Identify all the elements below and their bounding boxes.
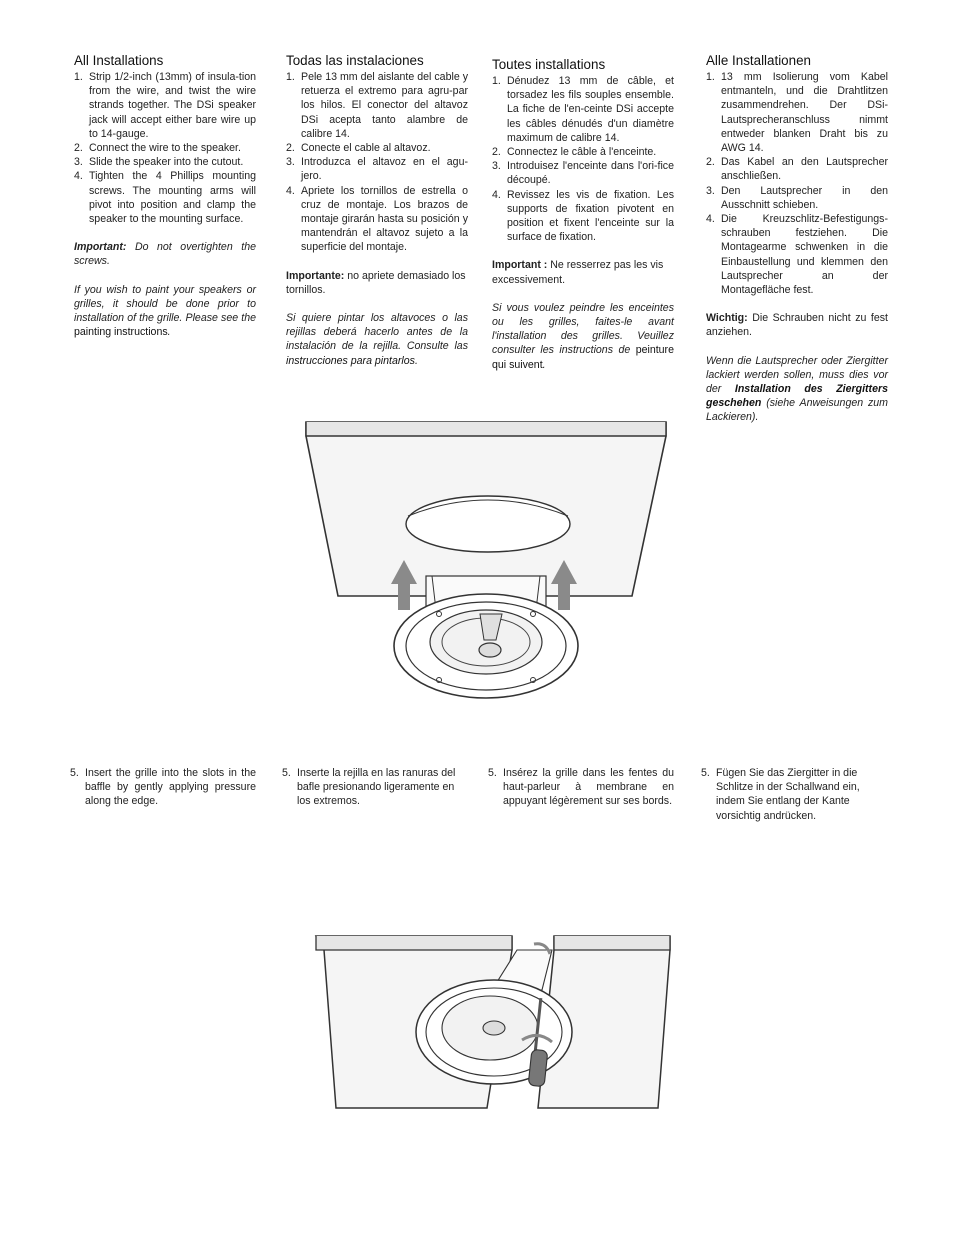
column-title: Todas las instalaciones xyxy=(286,53,424,68)
paint-note: Si quiere pintar los altavoces o las rejillas deberá hacerlo antes de la instalación de la rejilla. Consulte las instrucciones para pintarlos. xyxy=(286,312,468,367)
steps-list xyxy=(74,70,256,226)
list-item: 2. Connect the wire to the speaker. xyxy=(74,142,241,155)
list-item: 2. Das Kabel an den Lautsprecher anschließen. xyxy=(706,156,888,183)
step5-french: 5. Insérez la grille dans les fentes du haut-parleur à membrane en appuyant légèrement sur ses bords. xyxy=(488,767,674,808)
list-item: 2. Conecte el cable al altavoz. xyxy=(286,142,431,155)
steps-list xyxy=(492,74,674,244)
important-note: Importante: no apriete demasiado los tornillos. xyxy=(286,269,466,296)
step5-german: 5. Fügen Sie das Ziergitter in die Schlitze in der Schallwand ein, indem Sie entlang der Kante vorsichtig andrücken. xyxy=(701,767,860,822)
important-note: Wichtig: Die Schrauben nicht zu fest anziehen. xyxy=(706,312,888,339)
list-item: 2. Connectez le câble à l'enceinte. xyxy=(492,146,657,159)
column-title: All Installations xyxy=(74,53,164,68)
step5-english: 5. Insert the grille into the slots in the baffle by gently applying pressure along the edge. xyxy=(70,767,256,808)
list-item: 1. Pele 13 mm del aislante del cable y retuerza el extremo para agru-par los hilos. El conector del altavoz DSi acepta tanto alambre de calibre 14. xyxy=(286,71,468,140)
speaker-insert-illustration xyxy=(296,414,676,714)
list-item: 1. 13 mm Isolierung vom Kabel entmanteln, und die Drahtlitzen zusammendrehen. Der DSi-Lautsprecheranschluss nimmt entweder blanken Draht bis zu AWG 14. xyxy=(706,71,888,155)
step5-spanish: 5. Inserte la rejilla en las ranuras del bafle presionando ligeramente en los extremos. xyxy=(282,767,456,808)
steps-list xyxy=(286,70,468,255)
list-item: 4. Revissez les vis de fixation. Les supports de fixation pivotent en position et fixent l'enceinte sur la surface de fixation. xyxy=(492,188,674,244)
column-title: Toutes installations xyxy=(492,57,606,72)
steps-list xyxy=(706,70,888,297)
list-item: 4. Tighten the 4 Phillips mounting screws. The mounting arms will pivot into position and clamp the speaker to the mounting surface. xyxy=(74,170,256,226)
list-item: 3. Introduisez l'enceinte dans l'ori-fice découpé. xyxy=(492,160,674,187)
screw-tighten-illustration xyxy=(312,930,674,1130)
painting-instructions-link[interactable]: instrucciones para pintarlos xyxy=(286,354,415,367)
list-item: 1. Dénudez 13 mm de câble, et torsadez les fils souples ensemble. La fiche de l'en-ceinte DSi accepte les câbles dénudés d'un diamètre maximum de calibre 14. xyxy=(492,75,674,144)
column-german xyxy=(706,52,888,425)
tweeter xyxy=(479,643,501,657)
screwdriver-icon xyxy=(528,1049,548,1086)
column-spanish xyxy=(286,52,468,368)
paint-note: If you wish to paint your speakers or grilles, it should be done prior to installation of the grille. Please see the painting instructions. xyxy=(74,283,256,339)
painting-instructions-link[interactable]: painting instructions xyxy=(74,326,168,339)
column-french xyxy=(492,56,674,372)
painting-instructions-link[interactable]: peinture qui suivent xyxy=(492,344,674,371)
paint-note: Si vous voulez peindre les enceintes ou les grilles, faites-le avant l'installation des grilles. Veuillez consulter les instructions de peinture qui suivent. xyxy=(492,301,674,371)
tweeter xyxy=(483,1021,505,1035)
list-item: 4. Die Kreuzschlitz-Befestigungs-schrauben festziehen. Die Montagearme schwenken in die Einbaustellung und klemmen den Lautsprecher an der Montagefläche fest. xyxy=(706,213,888,297)
important-note: Important : Ne resserrez pas les vis excessivement. xyxy=(492,259,664,286)
list-item: 3. Introduzca el altavoz en el agu-jero. xyxy=(286,156,468,183)
column-title: Alle Installationen xyxy=(706,53,811,68)
list-item: 4. Apriete los tornillos de estrella o cruz de montaje. Los brazos de montaje girarán hasta su posición y mantendrán el altavoz sujeto a la superficie del montaje. xyxy=(286,184,468,254)
cutout-hole xyxy=(406,496,570,552)
important-note: Important: Do not overtighten the screws. xyxy=(74,241,256,268)
paint-note: Wenn die Lautsprecher oder Ziergitter lackiert werden sollen, muss dies vor der Installation des Ziergitters geschehen (siehe Anweisungen zum Lackieren). xyxy=(706,354,888,424)
column-english xyxy=(74,52,256,339)
list-item: 1. Strip 1/2-inch (13mm) of insula-tion from the wire, and twist the wire strands together. The DSi speaker jack will accept either bare wire up to 14-gauge. xyxy=(74,71,256,140)
list-item: 3. Slide the speaker into the cutout. xyxy=(74,156,244,169)
list-item: 3. Den Lautsprecher in den Ausschnitt schieben. xyxy=(706,184,888,211)
painting-instructions-link[interactable]: Installation des Ziergitters geschehen xyxy=(706,383,888,410)
